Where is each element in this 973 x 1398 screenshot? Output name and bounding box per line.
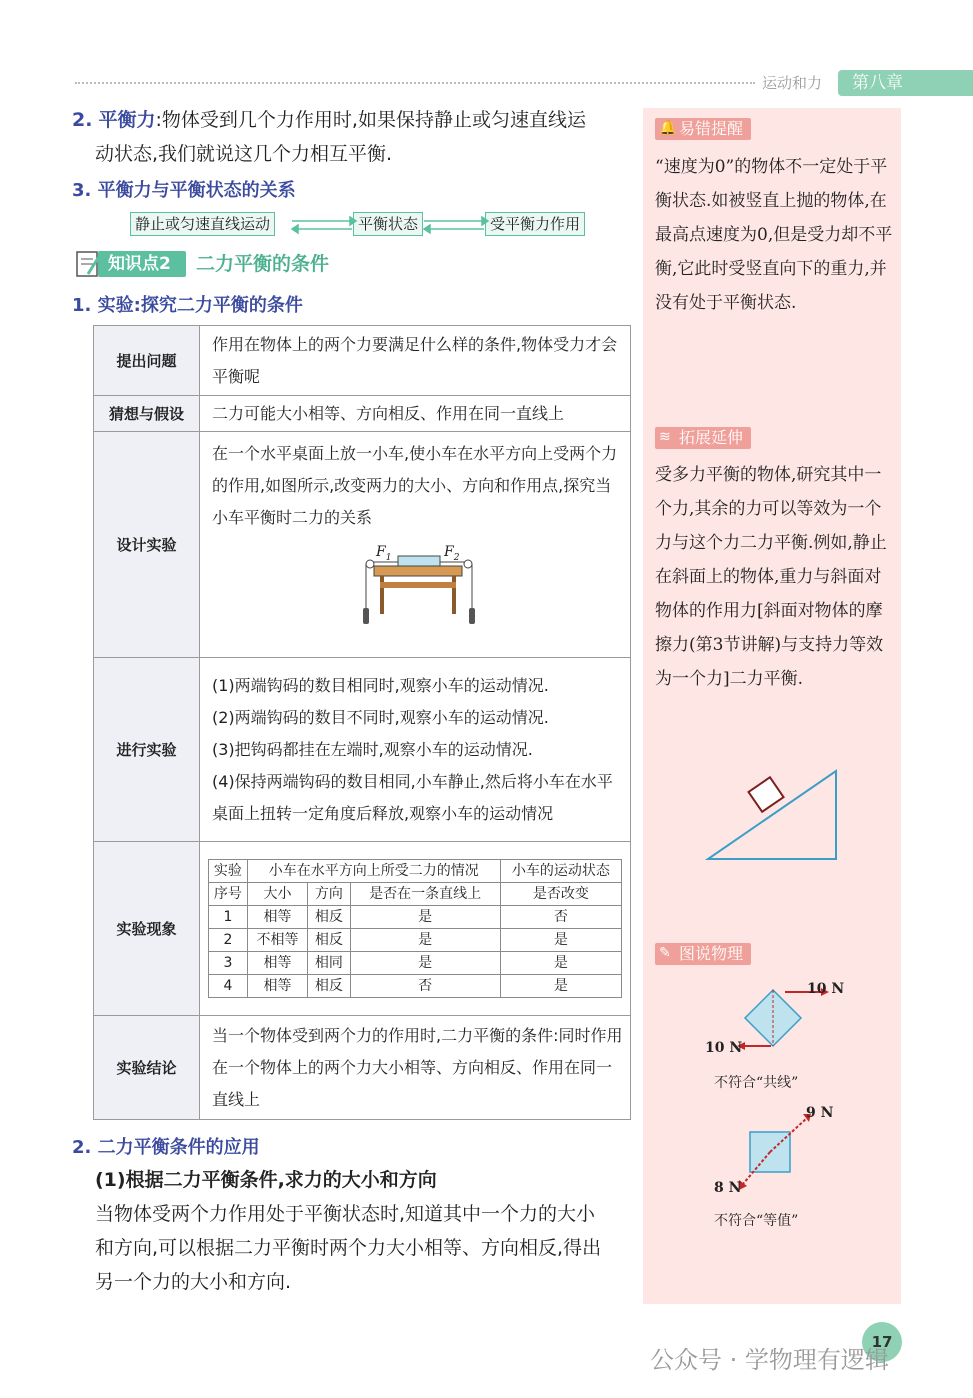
step-item: (2)两端钩码的数目不同时,观察小车的运动情况.: [212, 707, 549, 727]
table-row: [94, 396, 631, 432]
figure-caption: 不符合“等值”: [714, 1213, 799, 1229]
design-text: 在一个水平桌面上放一小车,使小车在水平方向上受两个力的作用,如图所示,改变两力的大小、方向和作用点,探究当小车平衡时二力的关系: [212, 444, 618, 527]
table-row: [209, 952, 622, 975]
tag-label: 图说物理: [679, 944, 744, 963]
header-cell: 是否在一条直线上: [350, 883, 500, 906]
header-dotted-line: [75, 82, 755, 84]
knowledge-badge: 知识点2: [98, 251, 186, 277]
cell: 是: [350, 906, 500, 929]
table-row: [94, 842, 631, 1016]
table-row: [94, 658, 631, 842]
observation-table: [208, 859, 622, 998]
row-label: 进行实验: [94, 658, 200, 842]
side-note-extension: 受多力平衡的物体,研究其中一个力,其余的力可以等效为一个力与这个力二力平衡.例如,静止在斜面上的物体,重力与斜面对物体的作用力[斜面对物体的摩擦力(第3节讲解)与支持力等效为一个力]二力平衡.: [655, 465, 887, 689]
application-subheading: (1)根据二力平衡条件,求力的大小和方向: [95, 1169, 437, 1191]
row-content: [200, 658, 631, 842]
row-label: 猜想与假设: [94, 396, 200, 432]
section-2-line1: [72, 103, 637, 137]
force-label-f1: $F_1$: [376, 544, 392, 563]
row-content: [200, 842, 631, 1016]
cell: 不相等: [247, 929, 307, 952]
row-content: 作用在物体上的两个力要满足什么样的条件,物体受力才会平衡呢: [200, 326, 631, 396]
flow-box-state: 平衡状态: [353, 212, 423, 236]
chapter-tab: 第八章: [838, 70, 973, 96]
application-line1: 当物体受两个力作用处于平衡状态时,知道其中一个力的大小: [95, 1203, 596, 1225]
bell-icon: 🔔: [659, 120, 677, 136]
section-number: 1.: [72, 295, 92, 316]
step-item: (1)两端钩码的数目相同时,观察小车的运动情况.: [212, 675, 549, 695]
table-row: [94, 432, 631, 658]
tag-label: 易错提醒: [679, 119, 744, 138]
cell: 相等: [247, 975, 307, 998]
application-heading: [72, 1133, 260, 1159]
row-content: 二力可能大小相等、方向相反、作用在同一直线上: [200, 396, 631, 432]
section-number: 3.: [72, 180, 92, 201]
table-row: [94, 326, 631, 396]
cell: 相等: [247, 906, 307, 929]
flow-box-force: 受平衡力作用: [485, 212, 585, 236]
row-content: 当一个物体受到两个力的作用时,二力平衡的条件:同时作用在一个物体上的两个力大小相等、方向相反、作用在同一直线上: [200, 1016, 631, 1120]
experiment-table: [93, 325, 631, 1120]
force-figure-equal: [735, 1110, 845, 1200]
step-item: (3)把钩码都挂在左端时,观察小车的运动情况.: [212, 739, 533, 759]
cell: 相反: [308, 906, 350, 929]
cell: 1: [209, 906, 248, 929]
incline-figure: [700, 765, 845, 865]
row-label: 实验现象: [94, 842, 200, 1016]
header-subtitle: 运动和力: [762, 74, 823, 92]
section-3-heading: [72, 176, 296, 202]
table-row: [94, 1016, 631, 1120]
section-title: 平衡力与平衡状态的关系: [97, 180, 296, 201]
step-item: (4)保持两端钩码的数目相同,小车静止,然后将小车在水平桌面上扭转一定角度后释放,观察小车的运动情况: [212, 771, 613, 823]
row-label: 实验结论: [94, 1016, 200, 1120]
page-number: 17: [862, 1322, 902, 1362]
cell: 相反: [308, 929, 350, 952]
section-title: 二力平衡条件的应用: [97, 1137, 260, 1158]
force-label: 10 N: [705, 1040, 743, 1056]
row-content: [200, 432, 631, 658]
force-label: 8 N: [714, 1180, 742, 1196]
experiment-heading: [72, 291, 303, 317]
header-cell: 大小: [247, 883, 307, 906]
header-cell: 实验: [209, 860, 248, 883]
cell: 3: [209, 952, 248, 975]
flow-arrows: [290, 212, 490, 238]
section-2-line2: 动状态,我们就说这几个力相互平衡.: [95, 143, 393, 165]
header-cell: 小车的运动状态: [500, 860, 621, 883]
application-line2: 和方向,可以根据二力平衡时两个力大小相等、方向相反,得出: [95, 1237, 602, 1259]
cell: 相反: [308, 975, 350, 998]
header-cell: 是否改变: [500, 883, 621, 906]
header-cell: 方向: [308, 883, 350, 906]
table-row: [209, 929, 622, 952]
section-title: 平衡力: [98, 109, 156, 131]
header-cell: 小车在水平方向上所受二力的情况: [247, 860, 500, 883]
table-row: [209, 860, 622, 883]
cell: 否: [350, 975, 500, 998]
layers-icon: ≋: [659, 429, 671, 445]
table-row: [209, 906, 622, 929]
knowledge-title: 二力平衡的条件: [196, 253, 330, 275]
flow-box-motion: 静止或匀速直线运动: [130, 212, 275, 236]
section-number: 2.: [72, 109, 93, 131]
application-line3: 另一个力的大小和方向.: [95, 1271, 292, 1293]
section-number: 2.: [72, 1137, 92, 1158]
force-label-f2: $F_2$: [444, 544, 460, 563]
table-row: [209, 975, 622, 998]
cell: 4: [209, 975, 248, 998]
cell: 否: [500, 906, 621, 929]
table-row: [209, 883, 622, 906]
cart-table-figure: [362, 540, 492, 640]
tag-label: 拓展延伸: [679, 428, 744, 447]
header-cell: 序号: [209, 883, 248, 906]
cell: 相同: [308, 952, 350, 975]
force-label: 9 N: [806, 1105, 834, 1121]
cell: 是: [500, 952, 621, 975]
cart-table-drawing: [362, 552, 492, 652]
section-title: 实验:探究二力平衡的条件: [97, 295, 303, 316]
cell: 2: [209, 929, 248, 952]
cell: 是: [500, 929, 621, 952]
side-note-mistake: “速度为0”的物体不一定处于平衡状态.如被竖直上抛的物体,在最高点速度为0,但是受力却不平衡,它此时受竖直向下的重力,并没有处于平衡状态.: [655, 157, 893, 313]
row-label: 设计实验: [94, 432, 200, 658]
cell: 相等: [247, 952, 307, 975]
chat-icon: ✎: [659, 945, 671, 961]
force-label: 10 N: [807, 981, 845, 997]
row-label: 提出问题: [94, 326, 200, 396]
figure-caption: 不符合“共线”: [714, 1075, 799, 1091]
cell: 是: [350, 929, 500, 952]
cell: 是: [500, 975, 621, 998]
watermark: 公众号 · 学物理有逻辑: [650, 1346, 889, 1374]
cell: 是: [350, 952, 500, 975]
section-text: :物体受到几个力作用时,如果保持静止或匀速直线运: [155, 109, 586, 131]
